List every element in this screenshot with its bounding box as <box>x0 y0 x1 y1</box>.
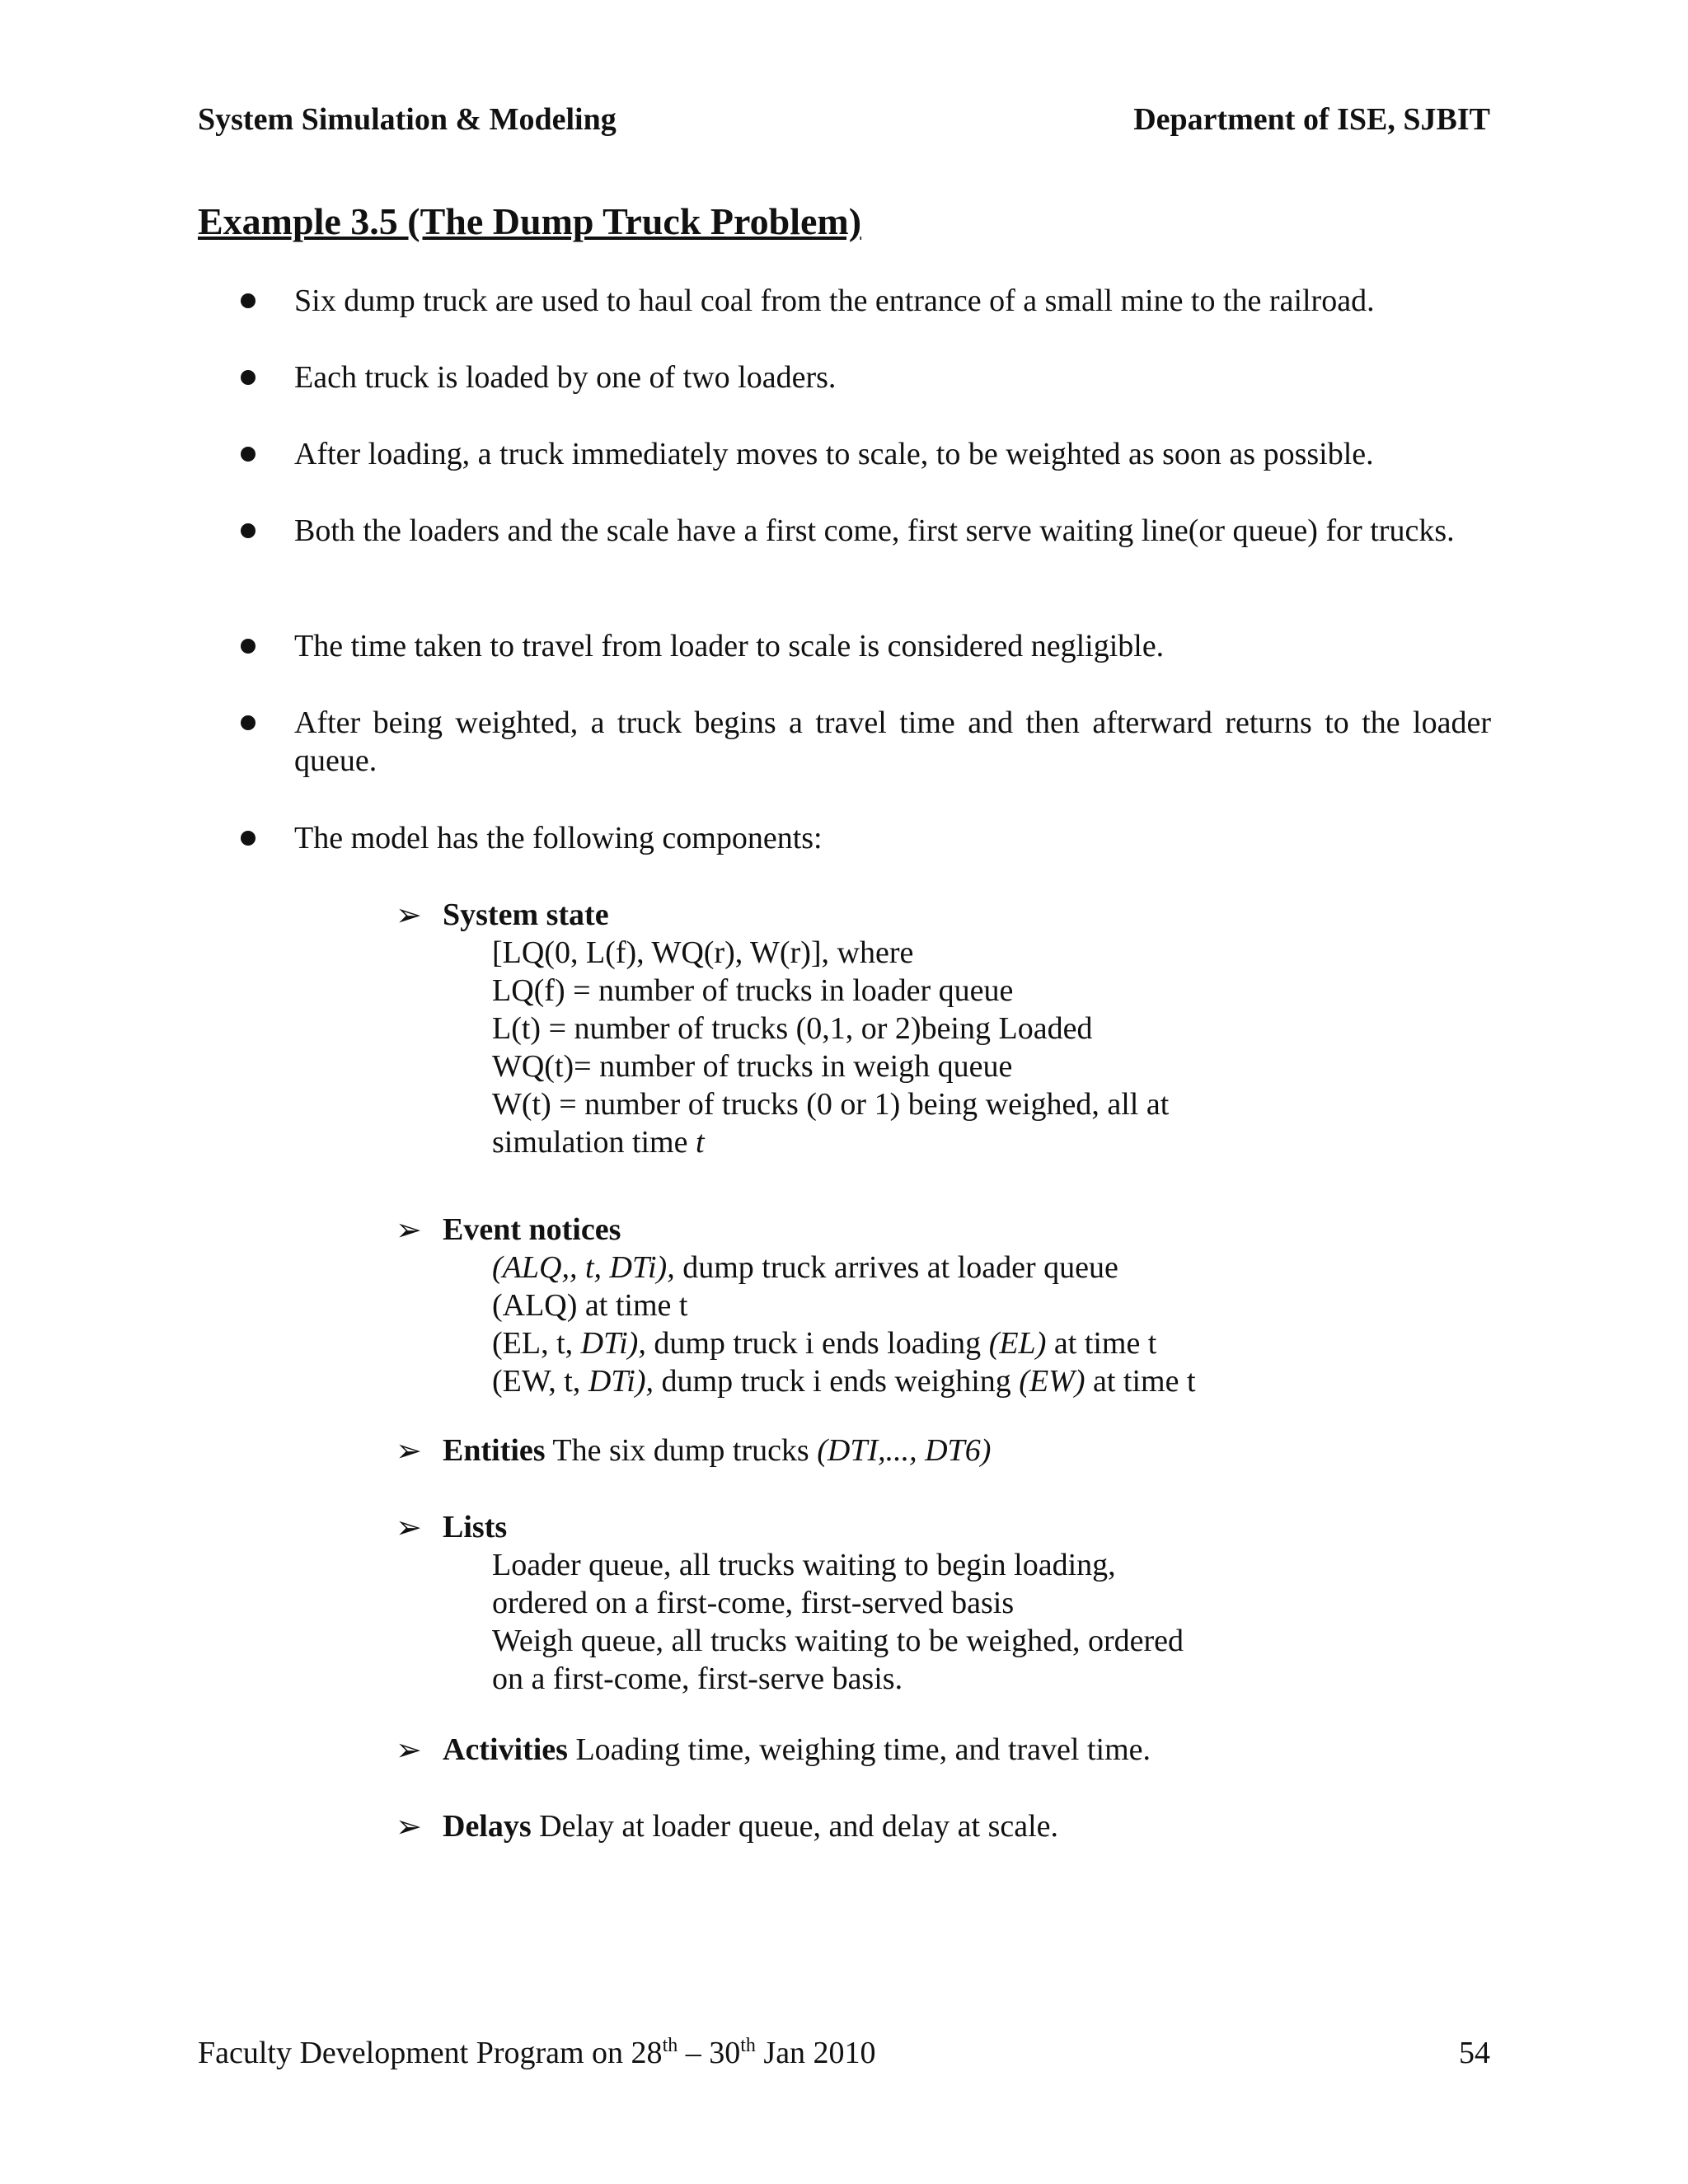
event-notices-line-2: (ALQ) at time t <box>492 1288 688 1323</box>
entities-text: The six dump trucks <box>545 1433 818 1468</box>
footer-sup-1: th <box>662 2035 678 2056</box>
lists-label: Lists <box>443 1510 508 1544</box>
example-title: Example 3.5 (The Dump Truck Problem) <box>198 200 862 242</box>
delays-line <box>443 1807 1058 1845</box>
system-state-time-var: t <box>695 1125 705 1160</box>
system-state-line-4: WQ(t)= number of trucks in weigh queue <box>492 1049 1013 1084</box>
entities-italic: (DTI,..., DT6) <box>817 1433 992 1468</box>
event-el-prefix: (EL, t, <box>492 1326 581 1361</box>
event-notices-line-4 <box>492 1362 1196 1400</box>
event-el-suffix: at time t <box>1046 1326 1157 1361</box>
event-el-dti: DTi), <box>580 1326 646 1361</box>
page-number: 54 <box>1459 2036 1490 2070</box>
bullet-item-4: Both the loaders and the scale have a first come, first serve waiting line(or queue) for trucks. <box>294 513 1455 548</box>
footer-sup-2: th <box>740 2035 756 2056</box>
arrowhead-bullet-icon: ➢ <box>396 1509 422 1545</box>
activities-text: Loading time, weighing time, and travel time. <box>567 1732 1151 1767</box>
arrowhead-bullet-icon: ➢ <box>396 1212 422 1248</box>
event-el-code: (EL) <box>988 1326 1047 1361</box>
arrowhead-bullet-icon: ➢ <box>396 1732 422 1768</box>
lists-line-4: on a first-come, first-serve basis. <box>492 1661 903 1696</box>
system-state-heading <box>443 896 609 934</box>
arrowhead-bullet-icon: ➢ <box>396 897 422 933</box>
lists-heading <box>443 1508 507 1546</box>
delays-text: Delay at loader queue, and delay at scale. <box>531 1809 1059 1844</box>
event-notices-line-1 <box>492 1249 1118 1286</box>
event-ew-suffix: at time t <box>1085 1364 1196 1399</box>
bullet-dot-icon <box>241 715 256 730</box>
bullet-item-2: Each truck is loaded by one of two loaders. <box>294 360 837 395</box>
event-alq-tuple: (ALQ,, t, DTi), <box>492 1250 675 1285</box>
system-state-line-1: [LQ(0, L(f), WQ(r), W(r)], where <box>492 935 914 970</box>
bullet-dot-icon <box>241 370 256 385</box>
footer-program <box>198 2034 876 2072</box>
event-ew-desc: dump truck i ends weighing <box>654 1364 1020 1399</box>
bullet-dot-icon <box>241 293 256 308</box>
event-alq-desc: dump truck arrives at loader queue <box>674 1250 1118 1285</box>
system-state-line-3: L(t) = number of trucks (0,1, or 2)being Loaded <box>492 1011 1093 1046</box>
lists-line-2: ordered on a first-come, first-served basis <box>492 1586 1015 1620</box>
bullet-item-5: The time taken to travel from loader to scale is considered negligible. <box>294 629 1165 663</box>
activities-line <box>443 1731 1151 1769</box>
event-ew-prefix: (EW, t, <box>492 1364 588 1399</box>
bullet-item-3: After loading, a truck immediately moves to scale, to be weighted as soon as possible. <box>294 437 1374 471</box>
system-state-line-6-text: simulation time <box>492 1125 696 1160</box>
event-notices-heading <box>443 1211 621 1249</box>
event-ew-dti: DTi), <box>588 1364 654 1399</box>
bullet-dot-icon <box>241 447 256 462</box>
system-state-line-6 <box>492 1123 705 1161</box>
footer-prefix: Faculty Development Program on 28 <box>198 2036 663 2070</box>
event-notices-line-3 <box>492 1324 1156 1362</box>
system-state-line-5: W(t) = number of trucks (0 or 1) being weighed, all at <box>492 1087 1170 1122</box>
lists-line-3: Weigh queue, all trucks waiting to be weighed, ordered <box>492 1624 1184 1658</box>
event-notices-label: Event notices <box>443 1212 621 1247</box>
event-el-desc: dump truck i ends loading <box>645 1326 989 1361</box>
activities-label: Activities <box>443 1732 568 1767</box>
bullet-item-6: After being weighted, a truck begins a travel time and then afterward returns to the loader queue. <box>294 705 1491 778</box>
bullet-item-1: Six dump truck are used to haul coal from the entrance of a small mine to the railroad. <box>294 284 1375 318</box>
bullet-dot-icon <box>241 523 256 538</box>
lists-line-1: Loader queue, all trucks waiting to begin loading, <box>492 1548 1116 1582</box>
entities-line <box>443 1432 991 1469</box>
footer-suffix: Jan 2010 <box>755 2036 876 2070</box>
system-state-label: System state <box>443 898 609 932</box>
arrowhead-bullet-icon: ➢ <box>396 1432 422 1469</box>
footer-mid: – 30 <box>678 2036 741 2070</box>
running-header-title: System Simulation & Modeling <box>198 102 617 137</box>
bullet-dot-icon <box>241 639 256 654</box>
event-ew-code: (EW) <box>1019 1364 1085 1399</box>
delays-label: Delays <box>443 1809 532 1844</box>
entities-label: Entities <box>443 1433 546 1468</box>
bullet-item-7: The model has the following components: <box>294 821 823 855</box>
system-state-line-2: LQ(f) = number of trucks in loader queue <box>492 973 1014 1008</box>
running-header-department: Department of ISE, SJBIT <box>1133 102 1490 137</box>
arrowhead-bullet-icon: ➢ <box>396 1808 422 1844</box>
bullet-dot-icon <box>241 831 256 846</box>
